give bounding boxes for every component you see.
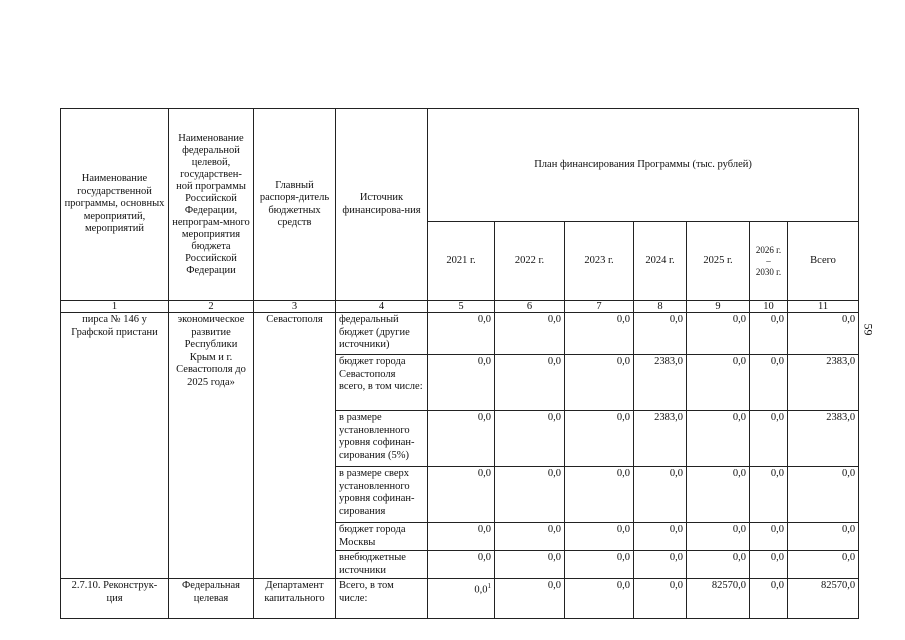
value-cell: 0,0 <box>428 551 495 579</box>
value-cell: $0,0^1$ <box>428 579 495 619</box>
value-cell: 0,0 <box>750 313 788 355</box>
value-cell: 0,0 <box>634 523 687 551</box>
col-number: 4 <box>336 301 428 313</box>
value-cell: 0,0 <box>495 467 565 523</box>
value-cell: 0,0 <box>565 411 634 467</box>
footnote-mark: 1 <box>487 582 491 590</box>
value-cell: 0,0 <box>495 355 565 411</box>
program-name: 2.7.10. Реконструк-ция <box>61 579 169 619</box>
header-year-2024: 2024 г. <box>634 222 687 301</box>
header-year-2021: 2021 г. <box>428 222 495 301</box>
manager: Севастополя <box>254 313 336 579</box>
value-cell: 0,0 <box>495 579 565 619</box>
value-cell: 0,0 <box>788 313 859 355</box>
value-cell: 0,0 <box>428 355 495 411</box>
source-cell: в размере установленного уровня софинан-сирования (5%) <box>336 411 428 467</box>
value-cell: 0,0 <box>788 467 859 523</box>
source-cell: внебюджетные источники <box>336 551 428 579</box>
col-number: 10 <box>750 301 788 313</box>
value-cell: 0,0 <box>687 313 750 355</box>
header-year-2022: 2022 г. <box>495 222 565 301</box>
manager: Департамент капитального <box>254 579 336 619</box>
value-cell: 0,0 <box>428 523 495 551</box>
col-number: 8 <box>634 301 687 313</box>
value-cell: 82570,0 <box>687 579 750 619</box>
table-row <box>61 313 859 355</box>
value-cell: 0,0 <box>565 523 634 551</box>
federal-program: экономическое развитие Республики Крым и г. Севастополя до 2025 года» <box>169 313 254 579</box>
header-year-2026-2030: 2026 г. – 2030 г. <box>750 222 788 301</box>
header-total: Всего <box>788 222 859 301</box>
value-cell: 0,0 <box>495 551 565 579</box>
value-cell: 0,0 <box>687 467 750 523</box>
federal-program: Федеральная целевая <box>169 579 254 619</box>
value-cell: 82570,0 <box>788 579 859 619</box>
header-federal-program: Наименование федеральной целевой, государствен-ной программы Российской Федерации, непрограм-много мероприятия бюджета Российской Федерации <box>169 109 254 301</box>
financing-table <box>60 108 859 619</box>
column-number-row <box>61 301 859 313</box>
value-cell: 0,0 <box>750 355 788 411</box>
value-cell: 0,0 <box>788 523 859 551</box>
value-cell: 2383,0 <box>788 411 859 467</box>
header-plan: План финансирования Программы (тыс. рублей) <box>428 109 859 222</box>
value-cell: 0,0 <box>687 523 750 551</box>
value-cell: 0,0 <box>634 551 687 579</box>
page-number: 59 <box>861 323 876 336</box>
value-cell: 0,0 <box>428 313 495 355</box>
source-cell: бюджет города Москвы <box>336 523 428 551</box>
value-cell: 0,0 <box>428 411 495 467</box>
value-cell: 0,0 <box>634 313 687 355</box>
value-cell: 0,0 <box>687 355 750 411</box>
value-cell: 0,0 <box>750 551 788 579</box>
value-cell: 0,0 <box>428 467 495 523</box>
header-year-2023: 2023 г. <box>565 222 634 301</box>
col-number: 3 <box>254 301 336 313</box>
value-cell: 0,0 <box>565 355 634 411</box>
source-cell: бюджет города Севастополя всего, в том числе: <box>336 355 428 411</box>
header-manager: Главный распоря-дитель бюджетных средств <box>254 109 336 301</box>
value-cell: 0,0 <box>634 579 687 619</box>
value-cell: 0,0 <box>495 523 565 551</box>
col-number: 6 <box>495 301 565 313</box>
source-cell: Всего, в том числе: <box>336 579 428 619</box>
value-cell: 0,0 <box>687 411 750 467</box>
value-cell: 0,0 <box>565 579 634 619</box>
source-cell: в размере сверх установленного уровня софинан-сирования <box>336 467 428 523</box>
value-cell: 0,0 <box>788 551 859 579</box>
col-number: 9 <box>687 301 750 313</box>
value-cell: 0,0 <box>750 411 788 467</box>
value-cell: 0,0 <box>687 551 750 579</box>
value-cell: 2383,0 <box>788 355 859 411</box>
value-cell: 0,0 <box>565 467 634 523</box>
program-name: пирса № 146 у Графской пристани <box>61 313 169 579</box>
value-cell: 0,0 <box>750 523 788 551</box>
value-cell: 0,0 <box>565 313 634 355</box>
source-cell: федеральный бюджет (другие источники) <box>336 313 428 355</box>
value-cell: 0,0 <box>750 467 788 523</box>
value-cell: 2383,0 <box>634 411 687 467</box>
value-cell: 0,0 <box>495 411 565 467</box>
col-number: 11 <box>788 301 859 313</box>
col-number: 1 <box>61 301 169 313</box>
col-number: 7 <box>565 301 634 313</box>
header-program-name: Наименование государственной программы, основных мероприятий, мероприятий <box>61 109 169 301</box>
value-cell: 0,0 <box>634 467 687 523</box>
col-number: 2 <box>169 301 254 313</box>
col-number: 5 <box>428 301 495 313</box>
header-source: Источник финансирова-ния <box>336 109 428 301</box>
value-cell: 0,0 <box>750 579 788 619</box>
value-cell: 0,0 <box>565 551 634 579</box>
header-year-2025: 2025 г. <box>687 222 750 301</box>
value-cell: 0,0 <box>495 313 565 355</box>
value-cell: 2383,0 <box>634 355 687 411</box>
table-row <box>61 579 859 619</box>
